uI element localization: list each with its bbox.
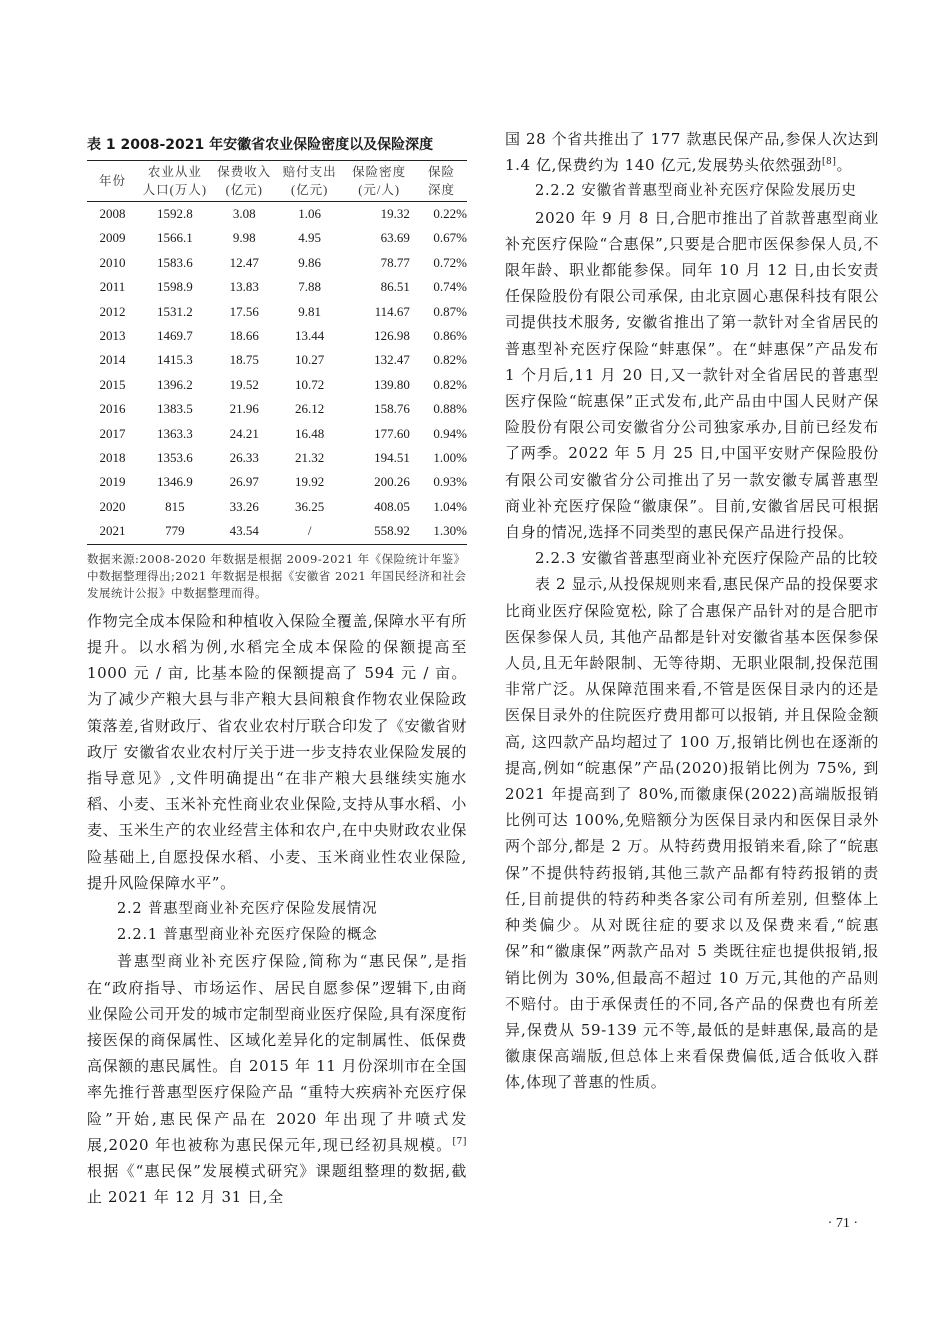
table-cell: 200.26	[374, 474, 410, 490]
table-cell: 2009	[99, 230, 126, 246]
table-cell: 558.92	[342, 519, 416, 544]
table-cell: 177.60	[374, 425, 410, 441]
table-cell: 1415.3	[156, 352, 193, 368]
table-cell: 1469.7	[156, 328, 193, 344]
left-paragraph-1: 作物完全成本保险和种植收入保险全覆盖,保障水平有所提升。以水稻为例,水稻完全成本保险的保额提高至 1000 元 / 亩, 比基本险的保额提高了 594 元 / 亩。为了减少产粮大县与非产粮大县间粮食作物农业保险政策落差,省财政厅、省农业农村厅联合印发了《安徽省财政厅 安徽省农业农村厅关于进一步支持农业保险发展的指导意见》,文件明确提出“在非产粮大县继续实施水稻、小麦、玉米补充性商业农业保险,支持从事水稻、小麦、玉米生产的农业经营主体和农户,在中央财政农业保险基础上,自愿投保水稻、小麦、玉米商业性农业保险,提升风险保障水平”。	[87, 611, 467, 892]
table-cell: 10.27	[295, 352, 325, 368]
table-cell: 13.44	[295, 328, 325, 344]
table-cell: 158.76	[374, 401, 410, 417]
table-row	[87, 300, 467, 324]
table-cell: 21.96	[229, 401, 259, 417]
table-cell: 0.88%	[433, 401, 467, 417]
table-cell: 13.83	[229, 279, 259, 295]
data-table	[87, 160, 467, 545]
table-cell: 19.52	[229, 376, 259, 392]
table-cell: 1.06	[298, 206, 322, 221]
table-row	[87, 251, 467, 275]
table-row	[87, 397, 467, 421]
table-row	[87, 275, 467, 299]
left-column	[87, 130, 467, 1210]
table-cell: 0.94%	[433, 425, 467, 441]
heading-2-2-1: 2.2.1 普惠型商业补充医疗保险的概念	[117, 927, 378, 944]
table-cell: 408.05	[374, 498, 410, 514]
table-cell: 33.26	[229, 498, 259, 514]
table-cell: 2015	[99, 376, 126, 392]
table-cell: 2020	[99, 498, 126, 514]
table-row	[87, 226, 467, 250]
table-cell: 3.08	[232, 206, 256, 221]
table-cell: 24.21	[229, 425, 259, 441]
table-header-row	[87, 161, 467, 202]
table-row	[87, 202, 467, 227]
right-paragraph-3: 表 2 显示,从投保规则来看,惠民保产品的投保要求比商业医疗保险宽松, 除了合惠保产品针对的是合肥市医保参保人员, 其他产品都是针对安徽省基本医保参保人员,且无年龄限制、无等待期、无职业限制,投保范围非常广泛。从保障范围来看,不管是医保目录内的还是医保目录外的住院医疗费用都可以报销, 并且保险金额高, 这四款产品均超过了 100 万,报销比例也在逐渐的提高,例如“皖惠保”产品(2020)报销比例为 75%, 到 2021 年提高到了 80%,而徽康保(2022)高端版报销比例可达 100%,免赔额分为医保目录内和医保目录外两个部分,都是 2 万。从特药费用报销来看,除了“皖惠保”不提供特药报销,其他三款产品都有特药报销的责任,目前提供的特药种类各家公司有所差别, 但整体上种类偏少。从对既往症的要求以及保费来看,“皖惠保”和“徽康保”两款产品对 5 类既往症也提供报销,报销比例为 30%,但最高不超过 10 万元,其他的产品则不赔付。由于承保责任的不同,各产品的保费也有所差异,保费从 59-139 元不等,最低的是蚌惠保,最高的是徽康保高端版,但总体上来看保费偏低,适合低收入群体,体现了普惠的性质。	[505, 575, 879, 1092]
table-cell: 2013	[99, 328, 126, 344]
table-row	[87, 446, 467, 470]
table-cell: 1396.2	[156, 376, 193, 392]
citation-8: [8]	[821, 157, 837, 168]
table-cell: 78.77	[380, 254, 410, 270]
table-cell: 114.67	[374, 303, 410, 319]
table-row	[87, 324, 467, 348]
table-cell: 0.86%	[433, 328, 467, 344]
table-cell: 19.92	[295, 474, 325, 490]
heading-2-2-2: 2.2.2 安徽省普惠型商业补充医疗保险发展历史	[535, 183, 857, 200]
table-cell: 26.33	[229, 450, 259, 466]
table-cell: 2017	[99, 425, 126, 441]
table-row	[87, 422, 467, 446]
table-cell: 1.00%	[433, 450, 467, 466]
table-cell: 36.25	[295, 498, 325, 514]
table-cell: 19.32	[380, 206, 410, 221]
table-cell: 1383.5	[156, 401, 193, 417]
table-cell: 0.82%	[433, 376, 467, 392]
table-title: 表 1 2008-2021 年安徽省农业保险密度以及保险深度	[87, 137, 434, 153]
table-cell: 2018	[99, 450, 126, 466]
citation-7: [7]	[452, 1136, 467, 1147]
table-cell: 2014	[99, 352, 126, 368]
col-header-claims: 赔付支出 (亿元)	[277, 161, 342, 202]
table-cell: 0.67%	[433, 230, 467, 246]
table-cell: 2011	[99, 279, 126, 295]
table-cell: 0.74%	[433, 279, 467, 295]
heading-2-2: 2.2 普惠型商业补充医疗保险发展情况	[117, 900, 378, 917]
table-cell: 194.51	[374, 450, 410, 466]
table-cell: 7.88	[298, 279, 322, 295]
right-paragraph-2: 2020 年 9 月 8 日,合肥市推出了首款普惠型商业补充医疗保险“合惠保”,只要是合肥市医保参保人员,不限年龄、职业都能参保。同年 10 月 12 日,由长安责任保险股份有限公司承保, 由北京圆心惠保科技有限公司提供技术服务, 安徽省推出了第一款针对全省居民的普惠型补充医疗保险“蚌惠保”。在“蚌惠保”产品发布 1 个月后,11 月 20 日,又一款针对全省居民的普惠型医疗保险“皖惠保”正式发布,此产品由中国人民财产保险股份有限公司安徽省分公司独家承办,目前已经发布了两季。2022 年 5 月 25 日,中国平安财产保险股份有限公司安徽省分公司推出了另一款安徽专属普惠型商业补充医疗保险“徽康保”。目前,安徽省居民可根据自身的情况,选择不同类型的惠民保产品进行投保。	[505, 208, 879, 542]
table-cell: 9.86	[298, 254, 322, 270]
table-cell: 1592.8	[156, 206, 193, 221]
table-cell: 2016	[99, 401, 126, 417]
table-cell: 17.56	[229, 303, 259, 319]
table-cell: 9.81	[298, 303, 322, 319]
table-cell: 2019	[99, 474, 126, 490]
col-header-depth: 保险 深度	[416, 161, 467, 202]
table-cell: 26.97	[229, 474, 259, 490]
left-paragraph-2: 普惠型商业补充医疗保险,简称为“惠民保”,是指在“政府指导、市场运作、居民自愿参保”逻辑下,由商业保险公司开发的城市定制型商业医疗保险,具有深度衔接医保的商保属性、区域化差异化的定制属性、低保费高保额的惠民属性。自 2015 年 11 月份深圳市在全国率先推行普惠型医疗保险产品 “重特大疾病补充医疗保险”开始,惠民保产品在 2020 年出现了井喷式发展,2020 年也被称为惠民保元年,现已经初具规模。[7]根据《“惠民保”发展模式研究》课题组整理的数据,截止 2021 年 12 月 31 日,全	[87, 952, 467, 1207]
table-cell: 779	[138, 519, 212, 544]
table-row	[87, 348, 467, 372]
table-cell: 4.95	[298, 230, 322, 246]
table-cell: 1346.9	[156, 474, 193, 490]
table-cell: 26.12	[295, 401, 325, 417]
table-cell: 0.22%	[433, 206, 467, 221]
table-cell: 18.75	[229, 352, 259, 368]
col-header-premium: 保费收入 (亿元)	[212, 161, 277, 202]
table-cell: 1.30%	[416, 519, 467, 544]
right-column	[505, 126, 879, 1096]
table-cell: 1583.6	[156, 254, 193, 270]
table-cell: 16.48	[295, 425, 325, 441]
page-number: · 71 ·	[827, 1216, 858, 1231]
table-cell: 9.98	[232, 230, 256, 246]
table-cell: 86.51	[380, 279, 410, 295]
heading-2-2-3: 2.2.3 安徽省普惠型商业补充医疗保险产品的比较	[535, 549, 878, 568]
table-cell: 2008	[99, 206, 126, 221]
table-cell: 18.66	[229, 328, 259, 344]
table-cell: 139.80	[374, 376, 410, 392]
table-row	[87, 519, 467, 544]
table-cell: 10.72	[295, 376, 325, 392]
table-cell: 0.87%	[433, 303, 467, 319]
table-row	[87, 470, 467, 494]
table-row	[87, 373, 467, 397]
table-cell: 1353.6	[156, 450, 193, 466]
col-header-density: 保险密度 (元/人)	[342, 161, 416, 202]
col-header-population: 农业从业 人口(万人)	[138, 161, 212, 202]
table-cell: 0.93%	[433, 474, 467, 490]
table-cell: 0.72%	[433, 254, 467, 270]
table-cell: 815	[165, 498, 185, 514]
table-cell: /	[277, 519, 342, 544]
table-cell: 1363.3	[156, 425, 193, 441]
table-row	[87, 495, 467, 519]
table-cell: 0.82%	[433, 352, 467, 368]
table-cell: 63.69	[380, 230, 410, 246]
table-body	[87, 202, 467, 545]
table-cell: 1531.2	[156, 303, 193, 319]
table-cell: 43.54	[212, 519, 277, 544]
table-cell: 1566.1	[156, 230, 193, 246]
table-source-note: 数据来源:2008-2020 年数据是根据 2009-2021 年《保险统计年鉴》中数据整理得出;2021 年数据是根据《安徽省 2021 年国民经济和社会发展统计公报》中数据整理而得。	[87, 551, 467, 600]
table-cell: 126.98	[374, 328, 410, 344]
table-cell: 1598.9	[156, 279, 193, 295]
col-header-year: 年份	[87, 161, 138, 202]
table-cell: 2010	[99, 254, 126, 270]
table-cell: 21.32	[295, 450, 325, 466]
table-cell: 12.47	[229, 254, 259, 270]
right-paragraph-1: 国 28 个省共推出了 177 款惠民保产品,参保人次达到 1.4 亿,保费约为 140 亿元,发展势头依然强劲[8]。	[505, 130, 879, 175]
table-cell: 2012	[99, 303, 126, 319]
table-cell: 1.04%	[433, 498, 467, 514]
table-cell: 2021	[87, 519, 138, 544]
table-cell: 132.47	[374, 352, 410, 368]
